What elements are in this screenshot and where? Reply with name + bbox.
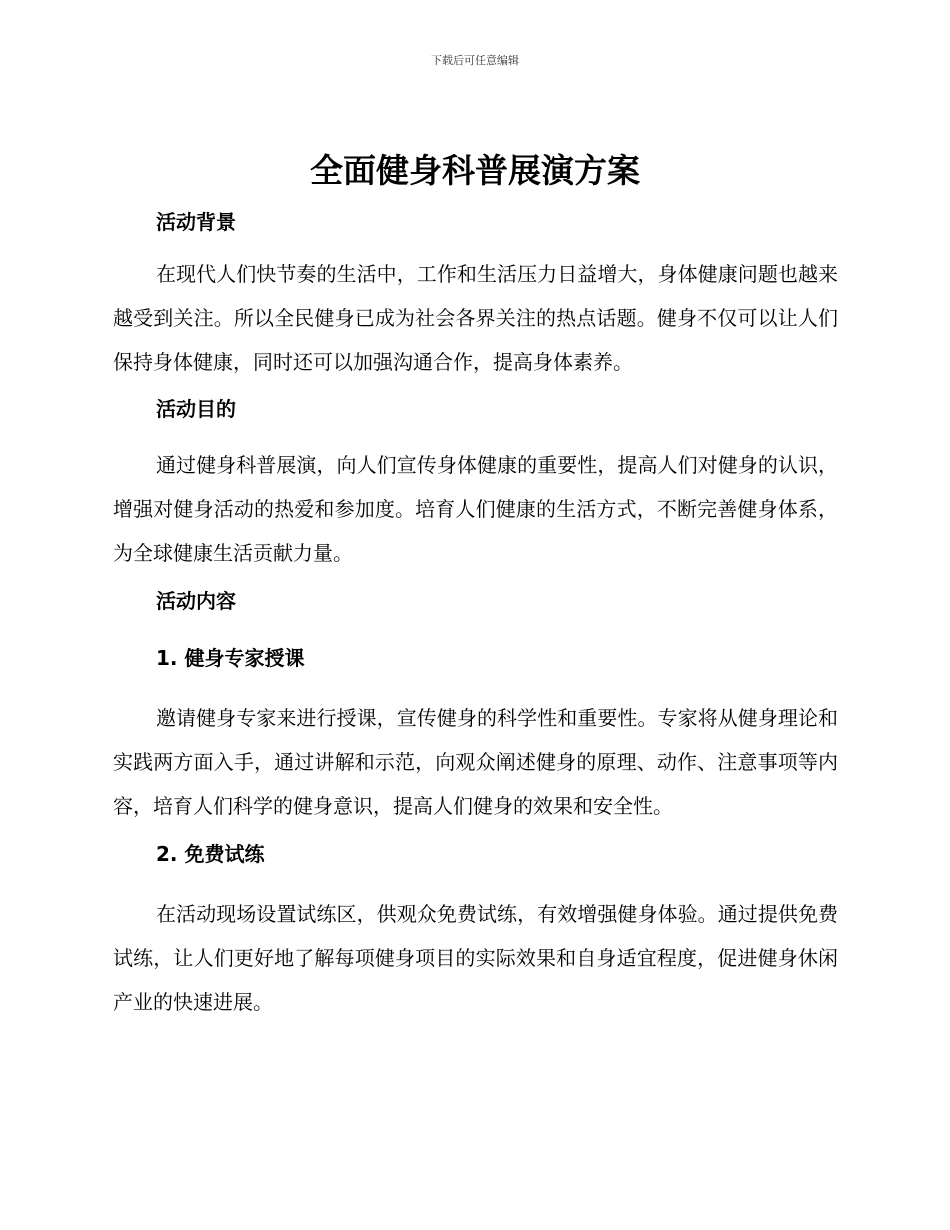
section-paragraph-purpose: 通过健身科普展演，向人们宣传身体健康的重要性，提高人们对健身的认识，增强对健身活动的热爱和参加度。培育人们健康的生活方式，不断完善健身体系，为全球健康生活贡献力量。 [113, 453, 838, 565]
subsection-paragraph-expert-lecture: 邀请健身专家来进行授课，宣传健身的科学性和重要性。专家将从健身理论和实践两方面入手，通过讲解和示范，向观众阐述健身的原理、动作、注意事项等内容，培育人们科学的健身意识，提高人们健身的效果和安全性。 [113, 706, 838, 818]
section-paragraph-background: 在现代人们快节奏的生活中，工作和生活压力日益增大，身体健康问题也越来越受到关注。所以全民健身已成为社会各界关注的热点话题。健身不仅可以让人们保持身体健康，同时还可以加强沟通合作，提高身体素养。 [113, 262, 838, 374]
section-heading-purpose: 活动目的 [156, 397, 236, 421]
subsection-paragraph-free-trial: 在活动现场设置试练区，供观众免费试练，有效增强健身体验。通过提供免费试练，让人们更好地了解每项健身项目的实际效果和自身适宜程度，促进健身休闲产业的快速进展。 [113, 902, 838, 1014]
document-title: 全面健身科普展演方案 [310, 151, 640, 190]
section-heading-background: 活动背景 [156, 210, 236, 234]
document-body [113, 206, 838, 1024]
section-heading-content: 活动内容 [156, 589, 236, 613]
subsection-heading-expert-lecture: 1. 健身专家授课 [156, 646, 305, 670]
page-header: 下载后可任意编辑 [431, 54, 519, 67]
subsection-heading-free-trial: 2. 免费试练 [156, 842, 265, 866]
